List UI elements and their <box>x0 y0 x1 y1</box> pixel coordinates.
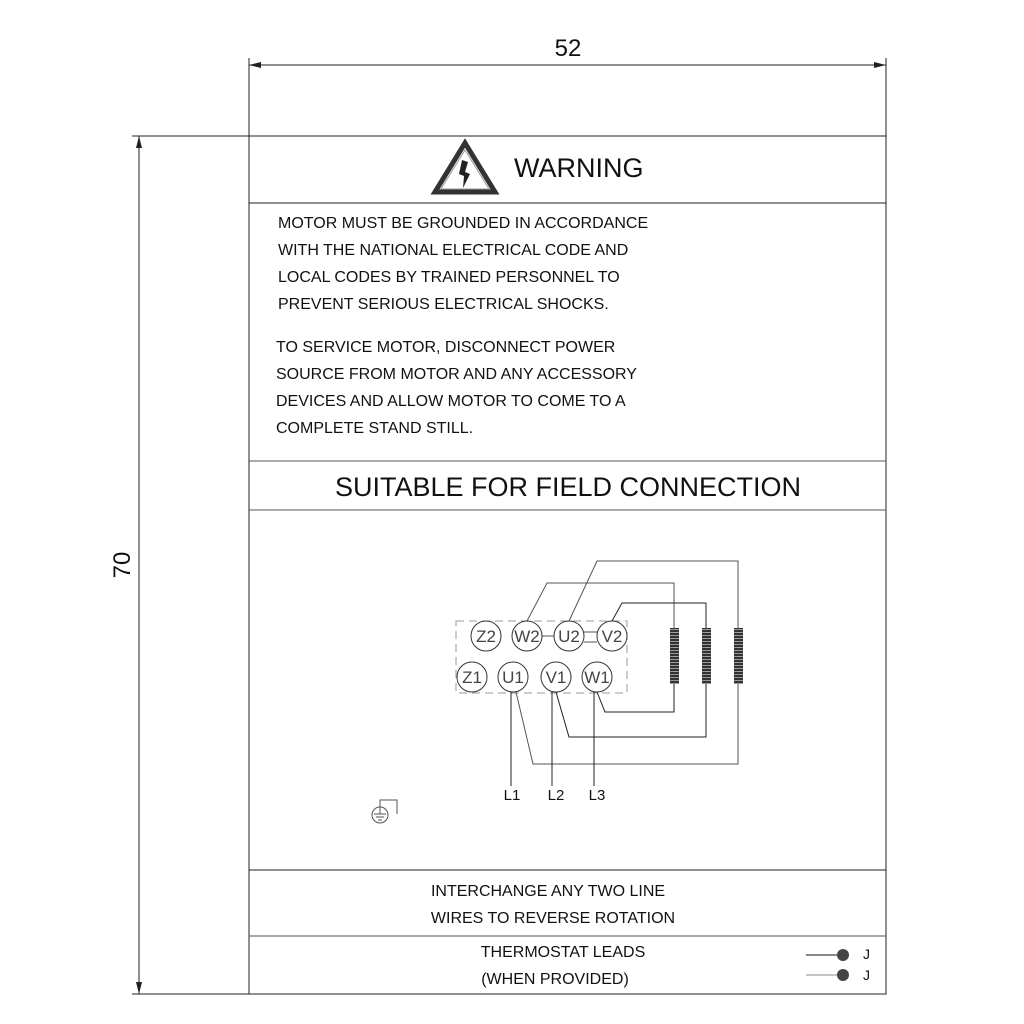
terminal-w1 <box>582 662 612 692</box>
terminal-label: V2 <box>601 627 623 646</box>
electrical-hazard-icon <box>435 143 495 192</box>
text-line: DEVICES AND ALLOW MOTOR TO COME TO A <box>276 393 626 410</box>
line-label-l2: L2 <box>547 787 565 804</box>
label-frame <box>249 136 886 994</box>
terminal-u1 <box>498 662 528 692</box>
rotation-note-line: INTERCHANGE ANY TWO LINE <box>430 883 666 900</box>
width-value: 52 <box>554 35 582 62</box>
terminal-label: U2 <box>558 627 580 646</box>
wiring-diagram <box>456 561 743 804</box>
text-line: TO SERVICE MOTOR, DISCONNECT POWER <box>276 339 616 356</box>
thermostat-lead-1 <box>806 946 870 962</box>
line-label-l3: L3 <box>588 787 606 804</box>
winding-coil <box>702 628 711 684</box>
lead-label: J <box>863 946 870 962</box>
height-dimension <box>109 136 249 994</box>
terminal-w2 <box>512 621 542 651</box>
terminal-u2 <box>554 621 584 651</box>
text-line: MOTOR MUST BE GROUNDED IN ACCORDANCE <box>278 215 649 232</box>
terminal-label: W2 <box>514 627 540 646</box>
connection-heading: SUITABLE FOR FIELD CONNECTION <box>334 472 802 502</box>
text-line: COMPLETE STAND STILL. <box>276 420 474 437</box>
warning-title: WARNING <box>514 153 644 183</box>
terminal-z1 <box>457 662 487 692</box>
text-line: LOCAL CODES BY TRAINED PERSONNEL TO <box>278 269 620 286</box>
ground-icon <box>372 800 397 823</box>
text-line: WITH THE NATIONAL ELECTRICAL CODE AND <box>278 242 629 259</box>
line-label-l1: L1 <box>503 787 521 804</box>
terminal-label: W1 <box>584 668 610 687</box>
height-value: 70 <box>109 551 136 579</box>
terminal-label: Z1 <box>462 668 482 687</box>
thermostat-title: THERMOSTAT LEADS <box>480 944 646 961</box>
thermostat-subtitle: (WHEN PROVIDED) <box>481 971 629 988</box>
terminal-label: Z2 <box>476 627 496 646</box>
text-line: PREVENT SERIOUS ELECTRICAL SHOCKS. <box>278 296 609 313</box>
thermostat-lead-2 <box>806 967 870 983</box>
lead-label: J <box>863 967 870 983</box>
winding-coil <box>670 628 679 684</box>
terminal-v2 <box>597 621 627 651</box>
warning-paragraph-2 <box>276 339 637 437</box>
warning-paragraph-1 <box>278 215 648 313</box>
terminal-z2 <box>471 621 501 651</box>
text-line: SOURCE FROM MOTOR AND ANY ACCESSORY <box>276 366 637 383</box>
terminal-label: U1 <box>502 668 524 687</box>
terminal-label: V1 <box>545 668 567 687</box>
winding-coil <box>734 628 743 684</box>
rotation-note-line: WIRES TO REVERSE ROTATION <box>430 910 676 927</box>
terminal-v1 <box>541 662 571 692</box>
